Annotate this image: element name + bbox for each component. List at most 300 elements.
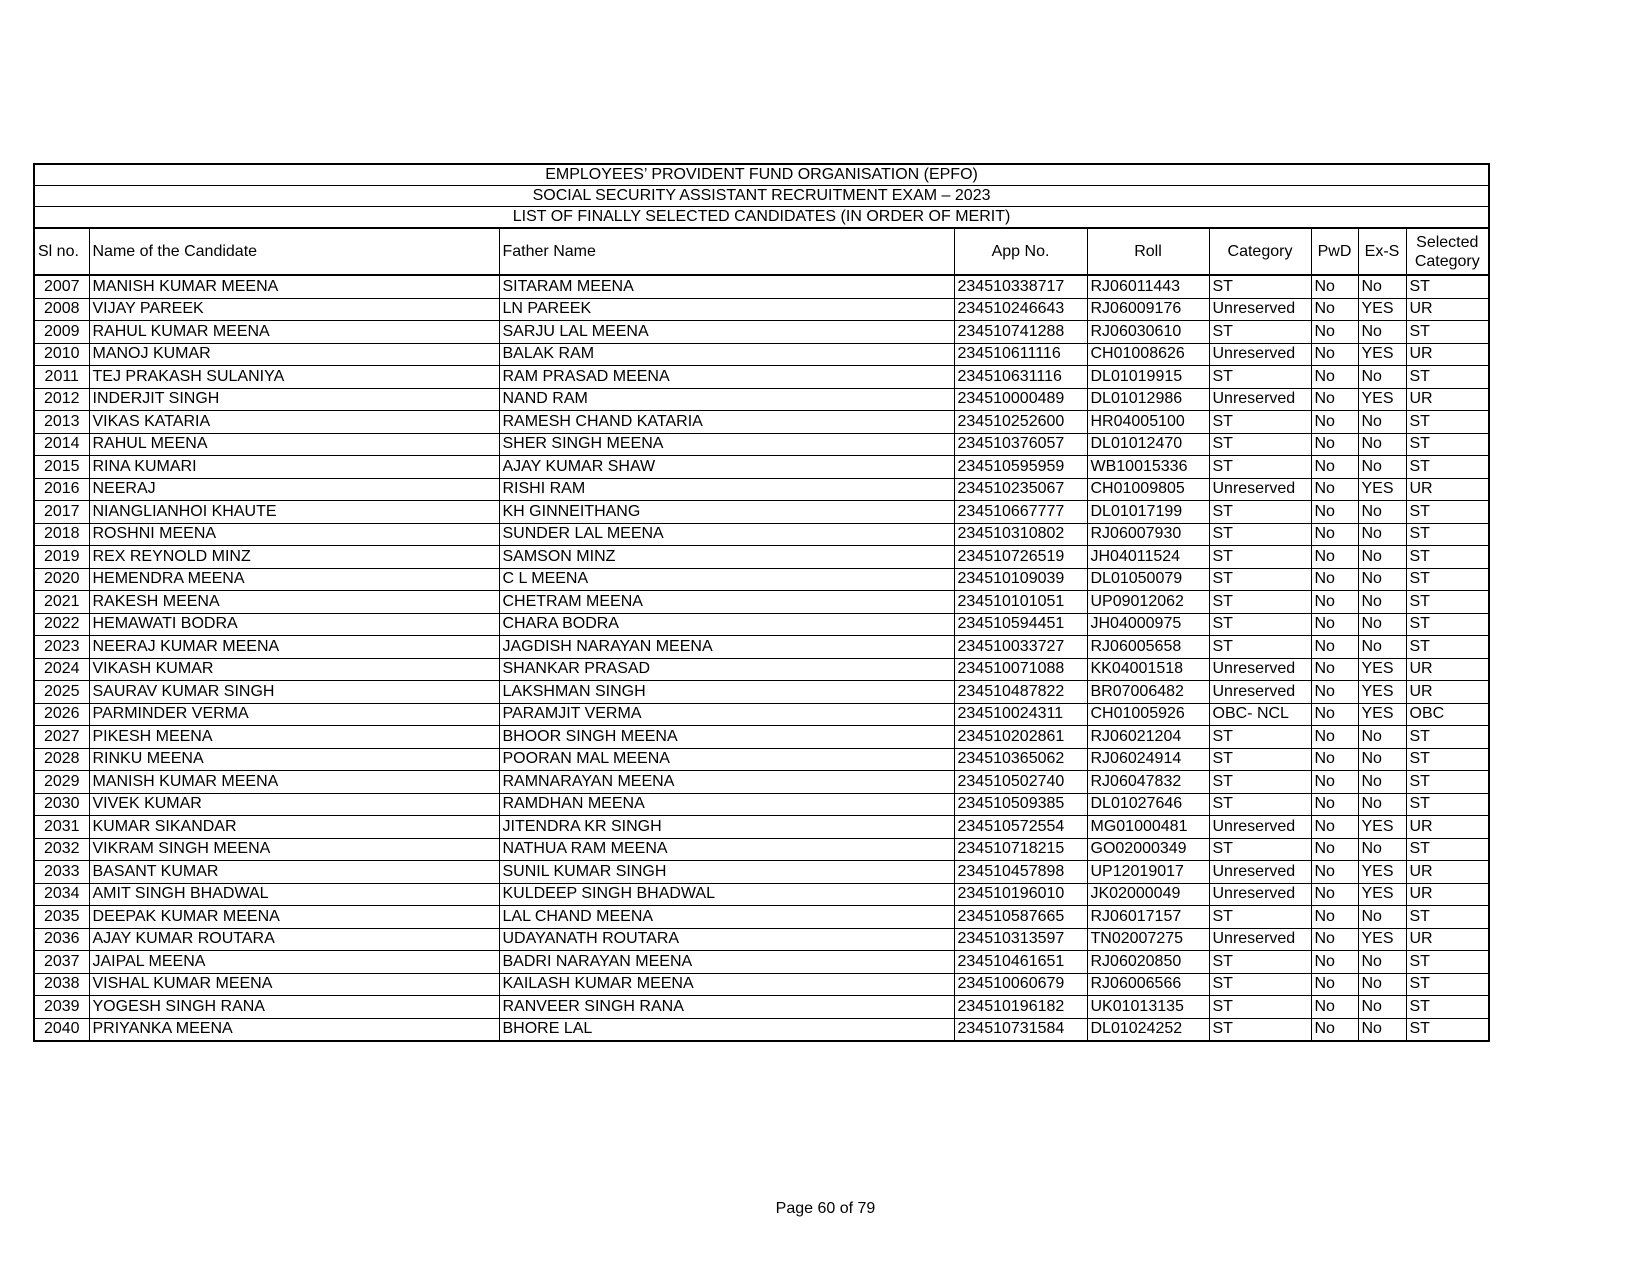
cell-father-name: RAM PRASAD MEENA <box>499 366 954 389</box>
cell-app-no: 234510235067 <box>954 478 1087 501</box>
table-row <box>34 928 1489 951</box>
table-row <box>34 658 1489 681</box>
cell-sl-no: 2014 <box>34 433 89 456</box>
cell-father-name: RAMDHAN MEENA <box>499 793 954 816</box>
cell-candidate-name: HEMAWATI BODRA <box>89 613 499 636</box>
cell-roll: RJ06007930 <box>1087 523 1209 546</box>
cell-sl-no: 2029 <box>34 771 89 794</box>
cell-pwd: No <box>1311 478 1358 501</box>
column-header-app-no: App No. <box>954 228 1087 275</box>
cell-selected-category: ST <box>1406 456 1489 479</box>
cell-category: OBC- NCL <box>1209 703 1311 726</box>
cell-candidate-name: VIKAS KATARIA <box>89 411 499 434</box>
cell-app-no: 234510202861 <box>954 726 1087 749</box>
cell-selected-category: ST <box>1406 411 1489 434</box>
cell-ex-s: No <box>1358 568 1406 591</box>
cell-ex-s: No <box>1358 501 1406 524</box>
table-row <box>34 388 1489 411</box>
cell-father-name: JITENDRA KR SINGH <box>499 816 954 839</box>
cell-app-no: 234510060679 <box>954 973 1087 996</box>
cell-selected-category: ST <box>1406 951 1489 974</box>
cell-candidate-name: HEMENDRA MEENA <box>89 568 499 591</box>
cell-selected-category: UR <box>1406 343 1489 366</box>
cell-sl-no: 2007 <box>34 275 89 298</box>
cell-selected-category: ST <box>1406 726 1489 749</box>
table-row <box>34 275 1489 298</box>
table-row <box>34 433 1489 456</box>
cell-ex-s: No <box>1358 748 1406 771</box>
cell-roll: CH01005926 <box>1087 703 1209 726</box>
cell-ex-s: No <box>1358 613 1406 636</box>
table-row <box>34 793 1489 816</box>
cell-father-name: RAMNARAYAN MEENA <box>499 771 954 794</box>
cell-candidate-name: RAHUL MEENA <box>89 433 499 456</box>
cell-app-no: 234510109039 <box>954 568 1087 591</box>
cell-candidate-name: VISHAL KUMAR MEENA <box>89 973 499 996</box>
table-row <box>34 681 1489 704</box>
cell-sl-no: 2016 <box>34 478 89 501</box>
cell-ex-s: No <box>1358 771 1406 794</box>
cell-category: ST <box>1209 411 1311 434</box>
cell-sl-no: 2019 <box>34 546 89 569</box>
cell-roll: TN02007275 <box>1087 928 1209 951</box>
cell-app-no: 234510338717 <box>954 275 1087 298</box>
table-row <box>34 951 1489 974</box>
cell-sl-no: 2036 <box>34 928 89 951</box>
cell-selected-category: ST <box>1406 748 1489 771</box>
cell-category: Unreserved <box>1209 343 1311 366</box>
cell-app-no: 234510611116 <box>954 343 1087 366</box>
table-row <box>34 546 1489 569</box>
cell-sl-no: 2031 <box>34 816 89 839</box>
cell-pwd: No <box>1311 681 1358 704</box>
cell-category: Unreserved <box>1209 681 1311 704</box>
table-row <box>34 523 1489 546</box>
cell-category: ST <box>1209 321 1311 344</box>
cell-roll: UK01013135 <box>1087 996 1209 1019</box>
table-row <box>34 838 1489 861</box>
table-row <box>34 501 1489 524</box>
cell-app-no: 234510594451 <box>954 613 1087 636</box>
cell-sl-no: 2023 <box>34 636 89 659</box>
cell-father-name: UDAYANATH ROUTARA <box>499 928 954 951</box>
cell-app-no: 234510365062 <box>954 748 1087 771</box>
cell-selected-category: OBC <box>1406 703 1489 726</box>
table-row <box>34 703 1489 726</box>
cell-father-name: C L MEENA <box>499 568 954 591</box>
cell-ex-s: No <box>1358 523 1406 546</box>
cell-father-name: LN PAREEK <box>499 298 954 321</box>
cell-pwd: No <box>1311 658 1358 681</box>
cell-father-name: BALAK RAM <box>499 343 954 366</box>
cell-category: Unreserved <box>1209 816 1311 839</box>
cell-candidate-name: REX REYNOLD MINZ <box>89 546 499 569</box>
cell-father-name: NAND RAM <box>499 388 954 411</box>
cell-pwd: No <box>1311 793 1358 816</box>
column-header-ex-s: Ex-S <box>1358 228 1406 275</box>
cell-ex-s: YES <box>1358 298 1406 321</box>
page-number-footer: Page 60 of 79 <box>775 1200 876 1217</box>
cell-app-no: 234510572554 <box>954 816 1087 839</box>
table-row <box>34 366 1489 389</box>
cell-selected-category: ST <box>1406 546 1489 569</box>
cell-selected-category: ST <box>1406 996 1489 1019</box>
cell-father-name: NATHUA RAM MEENA <box>499 838 954 861</box>
cell-ex-s: No <box>1358 951 1406 974</box>
cell-ex-s: YES <box>1358 928 1406 951</box>
table-row <box>34 748 1489 771</box>
cell-selected-category: ST <box>1406 636 1489 659</box>
cell-pwd: No <box>1311 703 1358 726</box>
cell-ex-s: No <box>1358 591 1406 614</box>
cell-ex-s: No <box>1358 275 1406 298</box>
cell-candidate-name: MANOJ KUMAR <box>89 343 499 366</box>
cell-ex-s: No <box>1358 906 1406 929</box>
cell-category: ST <box>1209 613 1311 636</box>
cell-app-no: 234510726519 <box>954 546 1087 569</box>
table-row <box>34 771 1489 794</box>
cell-app-no: 234510196010 <box>954 883 1087 906</box>
cell-selected-category: UR <box>1406 388 1489 411</box>
cell-candidate-name: INDERJIT SINGH <box>89 388 499 411</box>
cell-candidate-name: MANISH KUMAR MEENA <box>89 771 499 794</box>
cell-category: Unreserved <box>1209 298 1311 321</box>
cell-category: ST <box>1209 275 1311 298</box>
cell-selected-category: ST <box>1406 568 1489 591</box>
cell-father-name: SITARAM MEENA <box>499 275 954 298</box>
cell-sl-no: 2030 <box>34 793 89 816</box>
cell-roll: JK02000049 <box>1087 883 1209 906</box>
cell-category: ST <box>1209 973 1311 996</box>
cell-selected-category: UR <box>1406 298 1489 321</box>
cell-category: ST <box>1209 996 1311 1019</box>
cell-roll: CH01008626 <box>1087 343 1209 366</box>
cell-candidate-name: TEJ PRAKASH SULANIYA <box>89 366 499 389</box>
cell-father-name: SUNIL KUMAR SINGH <box>499 861 954 884</box>
cell-selected-category: UR <box>1406 861 1489 884</box>
cell-app-no: 234510667777 <box>954 501 1087 524</box>
cell-app-no: 234510033727 <box>954 636 1087 659</box>
cell-pwd: No <box>1311 816 1358 839</box>
cell-sl-no: 2040 <box>34 1018 89 1041</box>
cell-candidate-name: RAHUL KUMAR MEENA <box>89 321 499 344</box>
cell-candidate-name: ROSHNI MEENA <box>89 523 499 546</box>
cell-pwd: No <box>1311 523 1358 546</box>
cell-sl-no: 2026 <box>34 703 89 726</box>
cell-roll: DL01012986 <box>1087 388 1209 411</box>
cell-father-name: SAMSON MINZ <box>499 546 954 569</box>
cell-ex-s: No <box>1358 1018 1406 1041</box>
cell-selected-category: ST <box>1406 613 1489 636</box>
cell-pwd: No <box>1311 973 1358 996</box>
cell-ex-s: No <box>1358 411 1406 434</box>
cell-app-no: 234510461651 <box>954 951 1087 974</box>
cell-sl-no: 2025 <box>34 681 89 704</box>
table-row <box>34 321 1489 344</box>
cell-ex-s: No <box>1358 366 1406 389</box>
cell-sl-no: 2037 <box>34 951 89 974</box>
cell-father-name: SARJU LAL MEENA <box>499 321 954 344</box>
candidates-table <box>33 163 1490 1042</box>
cell-roll: DL01019915 <box>1087 366 1209 389</box>
cell-pwd: No <box>1311 883 1358 906</box>
cell-app-no: 234510741288 <box>954 321 1087 344</box>
cell-roll: JH04011524 <box>1087 546 1209 569</box>
cell-pwd: No <box>1311 906 1358 929</box>
column-header-candidate-name: Name of the Candidate <box>89 228 499 275</box>
cell-pwd: No <box>1311 388 1358 411</box>
cell-category: ST <box>1209 591 1311 614</box>
cell-pwd: No <box>1311 748 1358 771</box>
table-row <box>34 973 1489 996</box>
cell-candidate-name: VIKASH KUMAR <box>89 658 499 681</box>
cell-roll: KK04001518 <box>1087 658 1209 681</box>
cell-candidate-name: PARMINDER VERMA <box>89 703 499 726</box>
cell-sl-no: 2018 <box>34 523 89 546</box>
cell-candidate-name: YOGESH SINGH RANA <box>89 996 499 1019</box>
cell-category: Unreserved <box>1209 478 1311 501</box>
cell-category: ST <box>1209 906 1311 929</box>
cell-pwd: No <box>1311 838 1358 861</box>
column-header-category: Category <box>1209 228 1311 275</box>
cell-app-no: 234510595959 <box>954 456 1087 479</box>
cell-ex-s: No <box>1358 726 1406 749</box>
table-row <box>34 861 1489 884</box>
cell-ex-s: No <box>1358 433 1406 456</box>
cell-category: ST <box>1209 433 1311 456</box>
cell-selected-category: UR <box>1406 681 1489 704</box>
cell-father-name: PARAMJIT VERMA <box>499 703 954 726</box>
cell-ex-s: YES <box>1358 343 1406 366</box>
cell-sl-no: 2011 <box>34 366 89 389</box>
cell-pwd: No <box>1311 568 1358 591</box>
table-row <box>34 996 1489 1019</box>
cell-pwd: No <box>1311 1018 1358 1041</box>
cell-pwd: No <box>1311 298 1358 321</box>
cell-pwd: No <box>1311 613 1358 636</box>
cell-candidate-name: JAIPAL MEENA <box>89 951 499 974</box>
cell-roll: UP09012062 <box>1087 591 1209 614</box>
cell-ex-s: No <box>1358 546 1406 569</box>
cell-category: ST <box>1209 793 1311 816</box>
cell-roll: GO02000349 <box>1087 838 1209 861</box>
cell-pwd: No <box>1311 861 1358 884</box>
cell-roll: RJ06030610 <box>1087 321 1209 344</box>
cell-candidate-name: NEERAJ KUMAR MEENA <box>89 636 499 659</box>
cell-candidate-name: VIJAY PAREEK <box>89 298 499 321</box>
cell-father-name: SUNDER LAL MEENA <box>499 523 954 546</box>
cell-candidate-name: NEERAJ <box>89 478 499 501</box>
cell-selected-category: ST <box>1406 501 1489 524</box>
document-list-heading: LIST OF FINALLY SELECTED CANDIDATES (IN ORDER OF MERIT) <box>34 207 1489 229</box>
cell-selected-category: UR <box>1406 478 1489 501</box>
cell-pwd: No <box>1311 343 1358 366</box>
cell-roll: RJ06024914 <box>1087 748 1209 771</box>
cell-category: ST <box>1209 748 1311 771</box>
table-row <box>34 591 1489 614</box>
cell-sl-no: 2027 <box>34 726 89 749</box>
cell-pwd: No <box>1311 996 1358 1019</box>
cell-sl-no: 2020 <box>34 568 89 591</box>
cell-father-name: SHANKAR PRASAD <box>499 658 954 681</box>
cell-roll: UP12019017 <box>1087 861 1209 884</box>
cell-ex-s: YES <box>1358 883 1406 906</box>
cell-selected-category: UR <box>1406 816 1489 839</box>
cell-selected-category: ST <box>1406 838 1489 861</box>
cell-category: ST <box>1209 771 1311 794</box>
cell-father-name: BHORE LAL <box>499 1018 954 1041</box>
cell-candidate-name: BASANT KUMAR <box>89 861 499 884</box>
cell-roll: RJ06011443 <box>1087 275 1209 298</box>
cell-selected-category: ST <box>1406 793 1489 816</box>
cell-father-name: RAMESH CHAND KATARIA <box>499 411 954 434</box>
cell-sl-no: 2012 <box>34 388 89 411</box>
cell-selected-category: ST <box>1406 906 1489 929</box>
cell-father-name: LAKSHMAN SINGH <box>499 681 954 704</box>
table-header-row <box>34 228 1489 275</box>
cell-app-no: 234510731584 <box>954 1018 1087 1041</box>
cell-app-no: 234510376057 <box>954 433 1087 456</box>
cell-ex-s: YES <box>1358 478 1406 501</box>
cell-roll: JH04000975 <box>1087 613 1209 636</box>
table-row <box>34 456 1489 479</box>
cell-roll: DL01024252 <box>1087 1018 1209 1041</box>
cell-pwd: No <box>1311 366 1358 389</box>
cell-pwd: No <box>1311 456 1358 479</box>
cell-father-name: KAILASH KUMAR MEENA <box>499 973 954 996</box>
cell-ex-s: YES <box>1358 703 1406 726</box>
cell-pwd: No <box>1311 636 1358 659</box>
cell-app-no: 234510071088 <box>954 658 1087 681</box>
cell-category: ST <box>1209 568 1311 591</box>
cell-father-name: RISHI RAM <box>499 478 954 501</box>
cell-roll: CH01009805 <box>1087 478 1209 501</box>
table-row <box>34 478 1489 501</box>
cell-sl-no: 2021 <box>34 591 89 614</box>
cell-sl-no: 2038 <box>34 973 89 996</box>
cell-selected-category: UR <box>1406 658 1489 681</box>
table-row <box>34 343 1489 366</box>
cell-app-no: 234510313597 <box>954 928 1087 951</box>
cell-category: ST <box>1209 636 1311 659</box>
cell-roll: HR04005100 <box>1087 411 1209 434</box>
table-row <box>34 1018 1489 1041</box>
cell-ex-s: No <box>1358 321 1406 344</box>
cell-sl-no: 2028 <box>34 748 89 771</box>
cell-selected-category: UR <box>1406 883 1489 906</box>
cell-app-no: 234510310802 <box>954 523 1087 546</box>
cell-father-name: RANVEER SINGH RANA <box>499 996 954 1019</box>
title-row-list <box>34 207 1489 229</box>
cell-ex-s: No <box>1358 793 1406 816</box>
table-row <box>34 816 1489 839</box>
cell-pwd: No <box>1311 591 1358 614</box>
cell-pwd: No <box>1311 275 1358 298</box>
cell-candidate-name: NIANGLIANHOI KHAUTE <box>89 501 499 524</box>
cell-sl-no: 2035 <box>34 906 89 929</box>
cell-pwd: No <box>1311 951 1358 974</box>
cell-category: ST <box>1209 1018 1311 1041</box>
column-header-selected-category: Selected Category <box>1406 228 1489 275</box>
cell-pwd: No <box>1311 928 1358 951</box>
cell-category: ST <box>1209 726 1311 749</box>
cell-app-no: 234510509385 <box>954 793 1087 816</box>
column-header-roll: Roll <box>1087 228 1209 275</box>
cell-app-no: 234510000489 <box>954 388 1087 411</box>
title-row-exam <box>34 186 1489 207</box>
cell-selected-category: ST <box>1406 771 1489 794</box>
cell-category: ST <box>1209 546 1311 569</box>
cell-father-name: KULDEEP SINGH BHADWAL <box>499 883 954 906</box>
table-row <box>34 726 1489 749</box>
cell-sl-no: 2010 <box>34 343 89 366</box>
cell-category: ST <box>1209 456 1311 479</box>
cell-pwd: No <box>1311 501 1358 524</box>
cell-pwd: No <box>1311 546 1358 569</box>
cell-sl-no: 2033 <box>34 861 89 884</box>
cell-category: Unreserved <box>1209 658 1311 681</box>
document-title: EMPLOYEES’ PROVIDENT FUND ORGANISATION (EPFO) <box>34 164 1489 186</box>
cell-category: ST <box>1209 366 1311 389</box>
table-row <box>34 636 1489 659</box>
table-row <box>34 298 1489 321</box>
cell-candidate-name: KUMAR SIKANDAR <box>89 816 499 839</box>
document-subtitle: SOCIAL SECURITY ASSISTANT RECRUITMENT EXAM – 2023 <box>34 186 1489 207</box>
cell-candidate-name: SAURAV KUMAR SINGH <box>89 681 499 704</box>
column-header-sl-no: Sl no. <box>34 228 89 275</box>
cell-app-no: 234510196182 <box>954 996 1087 1019</box>
table-row <box>34 411 1489 434</box>
cell-sl-no: 2017 <box>34 501 89 524</box>
cell-candidate-name: RINKU MEENA <box>89 748 499 771</box>
cell-father-name: CHARA BODRA <box>499 613 954 636</box>
cell-sl-no: 2013 <box>34 411 89 434</box>
table-row <box>34 883 1489 906</box>
cell-candidate-name: DEEPAK KUMAR MEENA <box>89 906 499 929</box>
cell-candidate-name: PIKESH MEENA <box>89 726 499 749</box>
cell-app-no: 234510246643 <box>954 298 1087 321</box>
cell-father-name: JAGDISH NARAYAN MEENA <box>499 636 954 659</box>
cell-sl-no: 2015 <box>34 456 89 479</box>
cell-roll: RJ06017157 <box>1087 906 1209 929</box>
cell-father-name: LAL CHAND MEENA <box>499 906 954 929</box>
cell-pwd: No <box>1311 771 1358 794</box>
table-row <box>34 613 1489 636</box>
cell-app-no: 234510024311 <box>954 703 1087 726</box>
cell-father-name: BADRI NARAYAN MEENA <box>499 951 954 974</box>
cell-selected-category: ST <box>1406 1018 1489 1041</box>
cell-app-no: 234510252600 <box>954 411 1087 434</box>
cell-sl-no: 2039 <box>34 996 89 1019</box>
cell-candidate-name: VIKRAM SINGH MEENA <box>89 838 499 861</box>
cell-app-no: 234510502740 <box>954 771 1087 794</box>
cell-father-name: CHETRAM MEENA <box>499 591 954 614</box>
cell-candidate-name: VIVEK KUMAR <box>89 793 499 816</box>
column-header-pwd: PwD <box>1311 228 1358 275</box>
cell-sl-no: 2022 <box>34 613 89 636</box>
table-row <box>34 906 1489 929</box>
cell-candidate-name: RAKESH MEENA <box>89 591 499 614</box>
cell-ex-s: No <box>1358 636 1406 659</box>
cell-father-name: AJAY KUMAR SHAW <box>499 456 954 479</box>
cell-selected-category: ST <box>1406 973 1489 996</box>
table-row <box>34 568 1489 591</box>
cell-category: ST <box>1209 838 1311 861</box>
cell-candidate-name: AJAY KUMAR ROUTARA <box>89 928 499 951</box>
cell-ex-s: No <box>1358 838 1406 861</box>
cell-ex-s: YES <box>1358 681 1406 704</box>
cell-category: Unreserved <box>1209 861 1311 884</box>
